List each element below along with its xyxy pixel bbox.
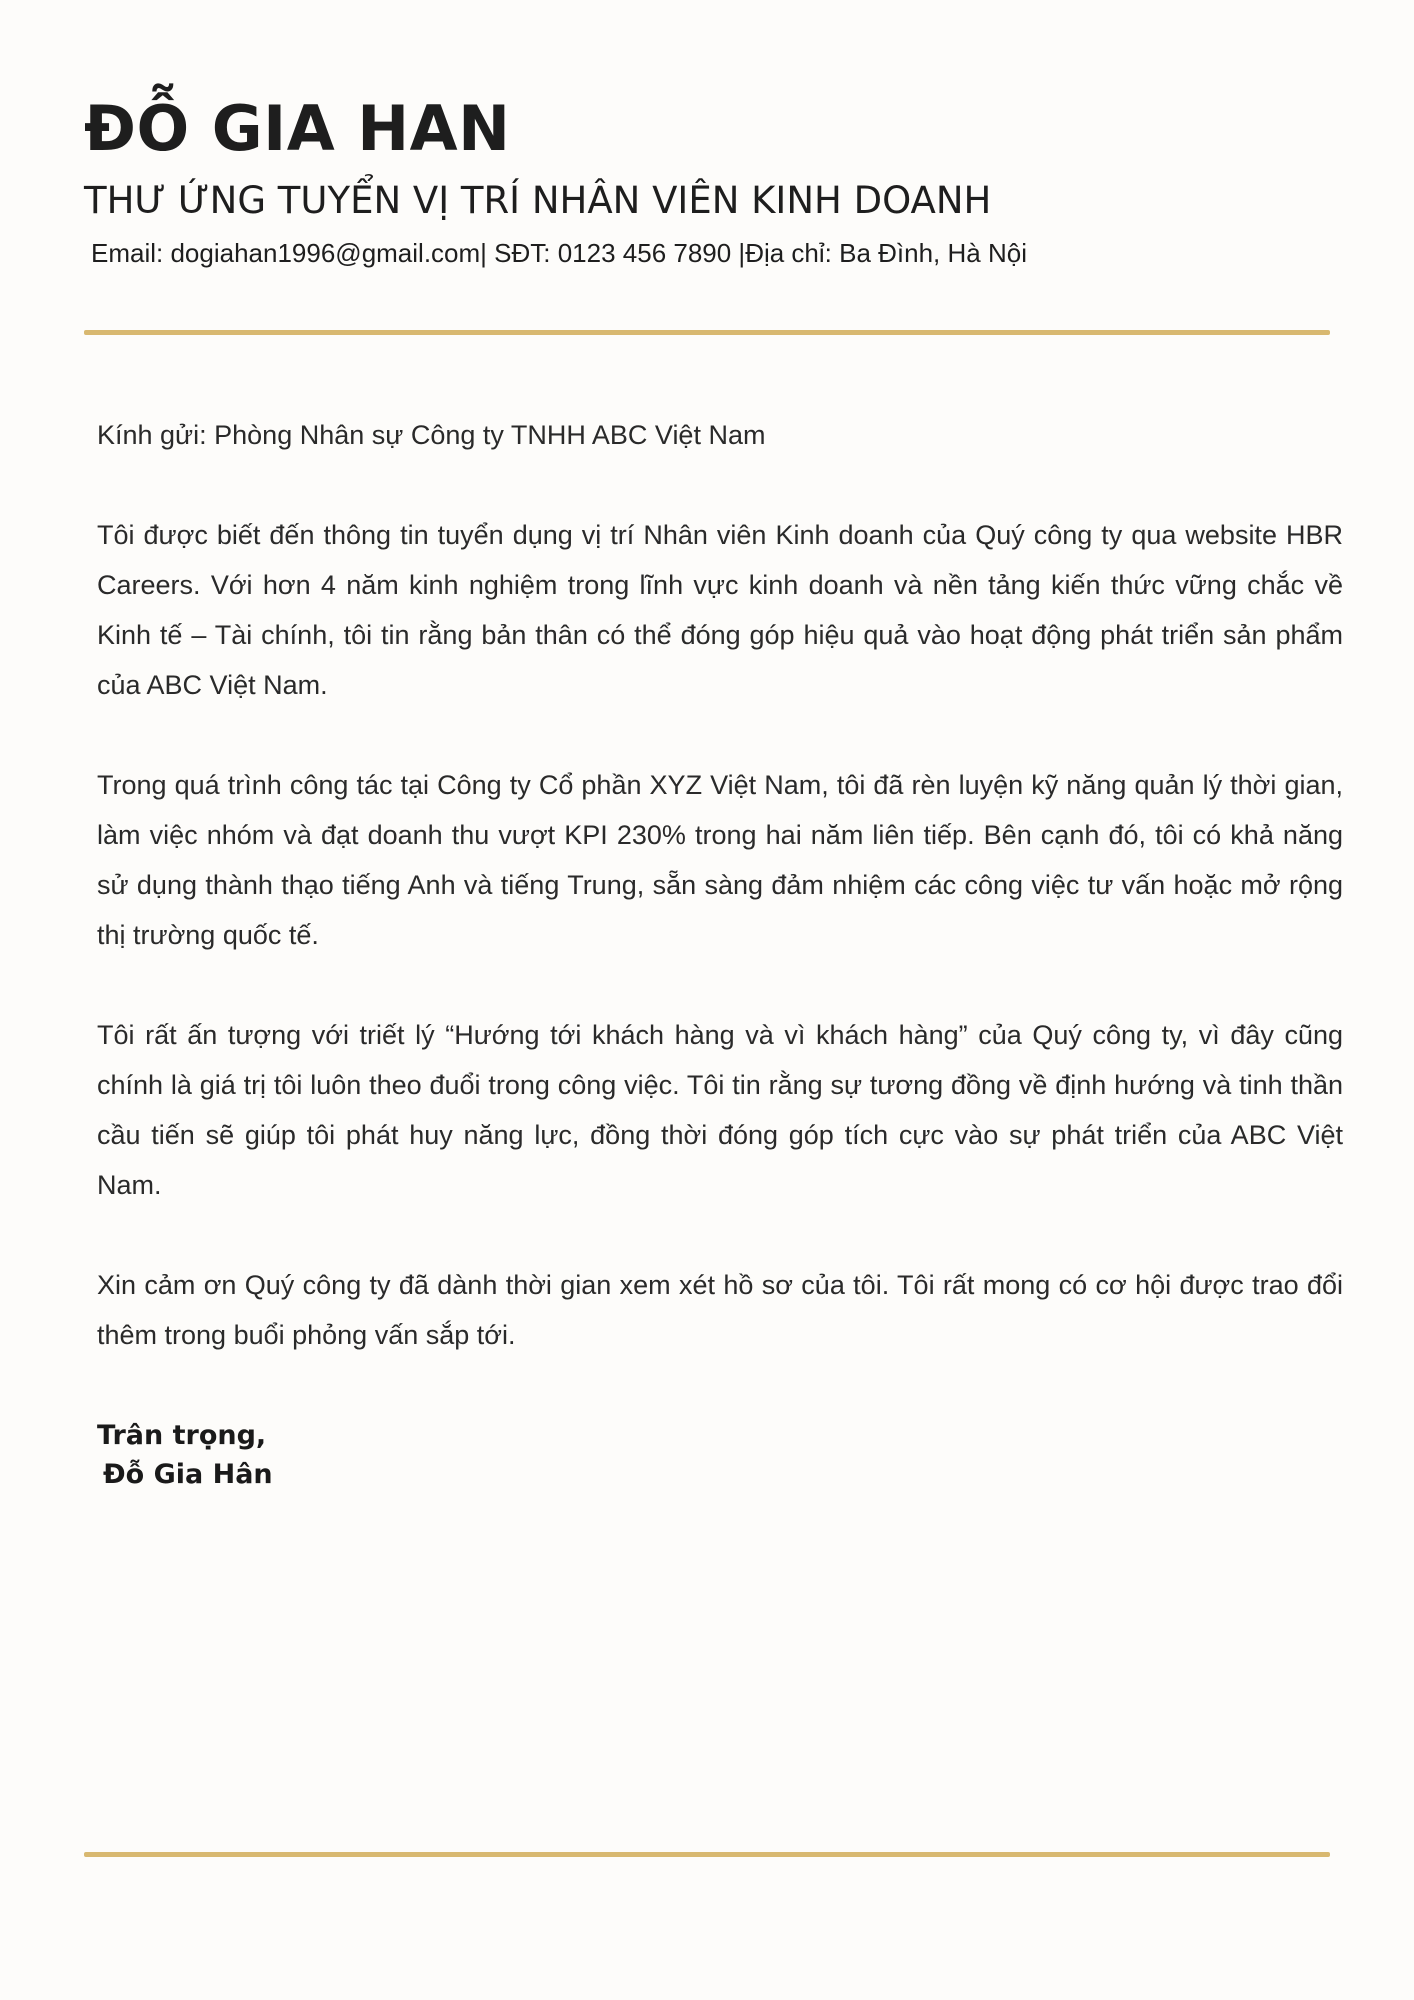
applicant-name: ĐỖ GIA HAN xyxy=(84,92,511,165)
paragraph-motivation: Tôi rất ấn tượng với triết lý “Hướng tới khách hàng và vì khách hàng” của Quý công ty, vì đây cũng chính là giá trị tôi luôn theo đuổi trong công việc. Tôi tin rằng sự tương đồng về định hướng và tinh thần cầu tiến sẽ giúp tôi phát huy năng lực, đồng thời đóng góp tích cực vào sự phát triển của ABC Việt Nam. xyxy=(97,1020,1343,1200)
top-divider xyxy=(84,330,1330,335)
paragraph-thanks: Xin cảm ơn Quý công ty đã dành thời gian xem xét hồ sơ của tôi. Tôi rất mong có cơ hội được trao đổi thêm trong buổi phỏng vấn sắp tới. xyxy=(97,1270,1343,1350)
letter-title: THƯ ỨNG TUYỂN VỊ TRÍ NHÂN VIÊN KINH DOANH xyxy=(84,179,992,222)
signature-block xyxy=(97,1416,273,1494)
closing-phrase: Trân trọng, xyxy=(97,1420,267,1451)
paragraph-experience: Trong quá trình công tác tại Công ty Cổ phần XYZ Việt Nam, tôi đã rèn luyện kỹ năng quản lý thời gian, làm việc nhóm và đạt doanh thu vượt KPI 230% trong hai năm liên tiếp. Bên cạnh đó, tôi có khả năng sử dụng thành thạo tiếng Anh và tiếng Trung, sẵn sàng đảm nhiệm các công việc tư vấn hoặc mở rộng thị trường quốc tế. xyxy=(97,770,1343,950)
contact-info: Email: dogiahan1996@gmail.com| SĐT: 0123 456 7890 |Địa chỉ: Ba Đình, Hà Nội xyxy=(91,238,1027,268)
letter-body xyxy=(97,410,1343,1410)
signer-name: Đỗ Gia Hân xyxy=(103,1459,273,1490)
salutation: Kính gửi: Phòng Nhân sự Công ty TNHH ABC Việt Nam xyxy=(97,420,766,450)
bottom-divider xyxy=(84,1852,1330,1857)
paragraph-intro: Tôi được biết đến thông tin tuyển dụng vị trí Nhân viên Kinh doanh của Quý công ty qua website HBR Careers. Với hơn 4 năm kinh nghiệm trong lĩnh vực kinh doanh và nền tảng kiến thức vững chắc về Kinh tế – Tài chính, tôi tin rằng bản thân có thể đóng góp hiệu quả vào hoạt động phát triển sản phẩm của ABC Việt Nam. xyxy=(97,520,1343,700)
